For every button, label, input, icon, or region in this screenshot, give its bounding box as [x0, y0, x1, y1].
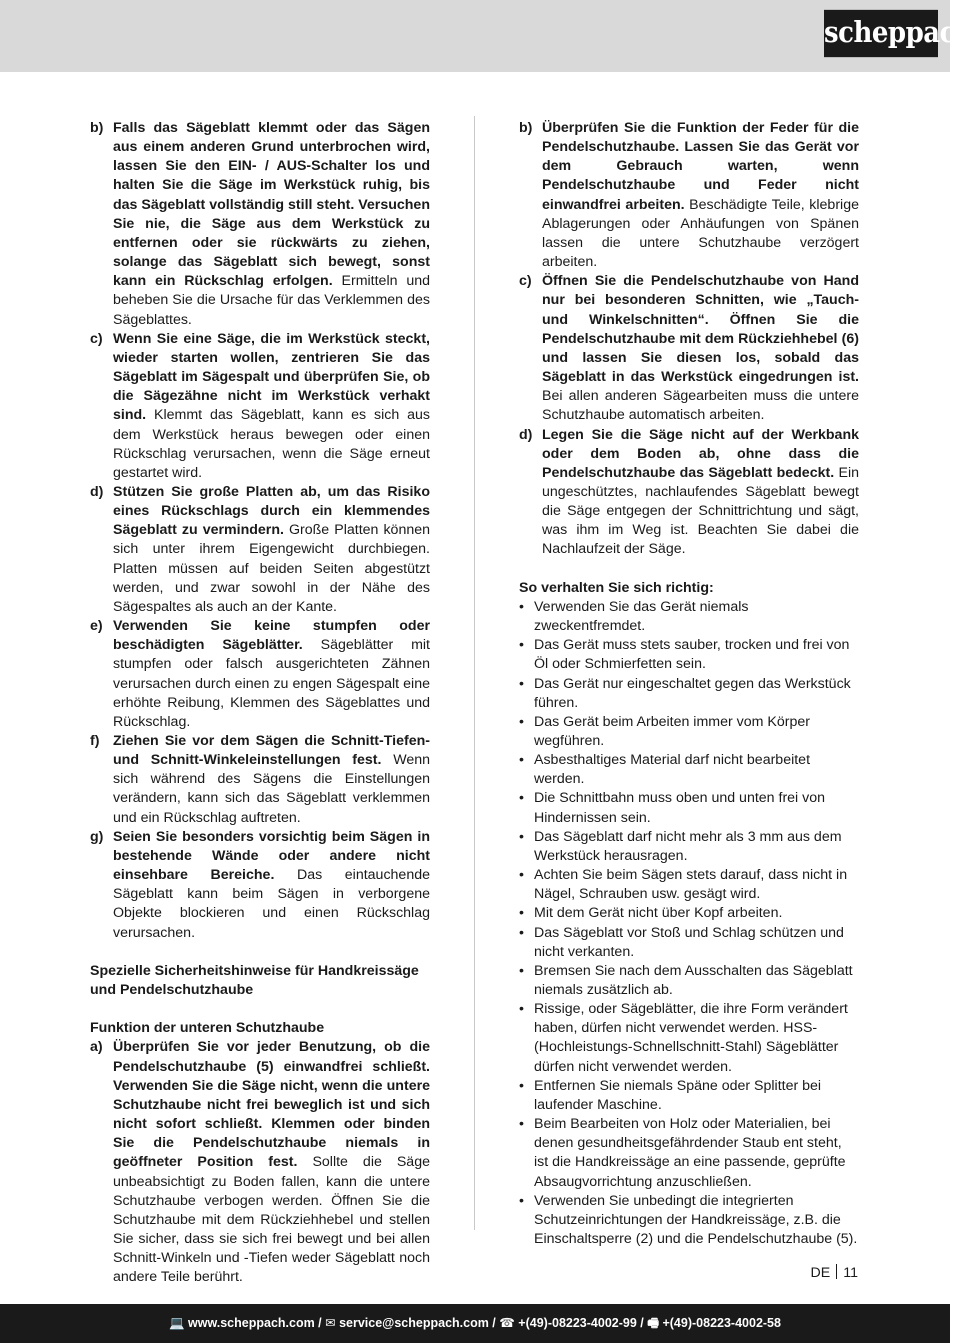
list-item	[90, 617, 430, 732]
item-label: a)	[90, 1039, 103, 1056]
item-bold-text: Legen Sie die Säge nicht auf der Werkbank oder dem Boden ab, ohne dass die Pendelschutzhaube das Sägeblatt bedeckt.	[542, 426, 859, 481]
item-normal-text: Ein ungeschütztes, nachlaufendes Sägeblatt bewegt die Säge entgegen der Schnittrichtung und sägt, was ihm im Weg ist. Beachten Sie dabei die Nachlaufzeit der Säge.	[542, 464, 859, 558]
item-text	[113, 330, 430, 483]
item-bold-text: Ziehen Sie vor dem Sägen die Schnitt-Tiefen- und Schnitt-Winkeleinstellungen fest.	[113, 733, 430, 769]
item-text	[113, 732, 430, 828]
bullet-text: Das Gerät muss stets sauber, trocken und frei von Öl oder Schmierfetten sein.	[534, 637, 850, 673]
item-bold-text: Stützen Sie große Platten ab, um das Risiko eines Rückschlags durch ein klemmendes Sägeblatt zu vermindern.	[113, 483, 430, 539]
list-item	[519, 272, 859, 425]
bullet-text: Die Schnittbahn muss oben und unten frei von Hindernissen sein.	[534, 790, 826, 826]
item-bold-text: Verwenden Sie keine stumpfen oder beschädigten Sägeblätter.	[113, 618, 430, 654]
bullet-list	[519, 598, 859, 1249]
item-text	[542, 272, 859, 425]
right-column	[519, 119, 859, 1249]
item-text	[542, 119, 859, 272]
bullet-text: Mit dem Gerät nicht über Kopf arbeiten.	[534, 905, 783, 922]
item-normal-text: Klemmt das Sägeblatt, kann es sich aus dem Werkstück heraus bewegen oder einen Rückschlag verursachen, wenn die Säge erneut gestartet wird.	[113, 407, 430, 481]
bullet-text: Das Gerät nur eingeschaltet gegen das Werkstück führen.	[534, 675, 851, 711]
bullet-item	[519, 789, 859, 827]
bullet-text: Verwenden Sie unbedingt die integrierten Schutzeinrichtungen der Handkreissäge, z.B. die Einschaltsperre (2) und die Pendelschutzhaube (5).	[534, 1192, 858, 1248]
bullet-dot-icon: •	[519, 828, 524, 845]
item-label: b)	[90, 120, 104, 136]
item-bold-text: Überprüfen Sie die Funktion der Feder für die Pendelschutzhaube. Lassen Sie das Gerät vor dem Gebrauch warten, wenn Pendelschutzhaube und Feder nicht einwandfrei arbeiten.	[542, 120, 859, 213]
item-text	[113, 828, 430, 943]
list-item	[90, 483, 430, 617]
item-label: b)	[519, 120, 533, 136]
bullet-dot-icon: •	[519, 867, 524, 884]
bullet-dot-icon: •	[519, 924, 524, 941]
item-bold-text: Öffnen Sie die Pendelschutzhaube von Hand nur bei besonderen Schnitten, wie „Tauch- und Winkelschnitten“. Öffnen Sie die Pendelschutzhaube mit dem Rückziehhebel (6) und lassen Sie diesen los, sobald das Sägeblatt in das Werkstück eingedrungen ist.	[542, 273, 859, 386]
bullet-item	[519, 828, 859, 866]
item-label: d)	[519, 426, 533, 443]
page-number-value: 11	[843, 1265, 858, 1281]
bullet-text: Achten Sie beim Sägen stets darauf, dass nicht in Nägel, Schrauben usw. gesägt wird.	[534, 867, 848, 903]
right-items	[519, 119, 859, 560]
list-item	[90, 330, 430, 483]
bullet-item	[519, 751, 859, 789]
page-number	[811, 1264, 858, 1281]
item-normal-text: Ermitteln und beheben Sie die Ursache für das Verklemmen des Sägeblattes.	[113, 273, 430, 328]
bullet-item	[519, 598, 859, 636]
bullet-text: Bremsen Sie nach dem Ausschalten das Sägeblatt niemals zusätzlich ab.	[534, 962, 853, 999]
item-text	[113, 483, 430, 617]
bullet-dot-icon: •	[519, 905, 524, 922]
bullet-item	[519, 1077, 859, 1115]
list-item	[90, 1038, 430, 1287]
item-normal-text: Das eintauchende Sägeblatt kann beim Sägen in verborgene Objekte blockieren und einen Rückschlag verursachen.	[113, 867, 430, 941]
item-label: e)	[90, 618, 103, 635]
column-divider	[474, 116, 475, 1230]
list-item	[90, 119, 430, 330]
bullet-item	[519, 636, 859, 674]
bullet-dot-icon: •	[519, 713, 524, 730]
footer-contact: 💻 www.scheppach.com / ✉ service@scheppach.com / ☎ +(49)-08223-4002-99 / 🖷 +(49)-08223-4002-58	[0, 1304, 950, 1343]
bullet-dot-icon: •	[519, 1116, 524, 1133]
header-band	[0, 0, 950, 72]
bullet-item	[519, 1115, 859, 1192]
bullet-item	[519, 1000, 859, 1077]
bullet-dot-icon: •	[519, 598, 524, 615]
item-text	[113, 617, 430, 732]
list-item	[519, 426, 859, 560]
bullet-text: Das Gerät beim Arbeiten immer vom Körper wegführen.	[534, 713, 810, 749]
item-normal-text: Bei allen anderen Sägearbeiten muss die untere Schutzhaube automatisch arbeiten.	[542, 388, 859, 424]
item-label: f)	[90, 733, 100, 749]
left-column	[90, 119, 430, 1288]
bullet-item	[519, 924, 859, 962]
item-label: d)	[90, 483, 104, 500]
bullet-dot-icon: •	[519, 1077, 524, 1094]
bullet-text: Das Sägeblatt vor Stoß und Schlag schützen und nicht verkanten.	[534, 924, 844, 960]
item-normal-text: Sägeblätter mit stumpfen oder falsch ausgerichteten Zähnen verursachen durch einen zu engen Sägespalt eine erhöhte Reibung, Klemmen des Sägeblattes und Rückschlag.	[113, 637, 430, 730]
list-item	[90, 732, 430, 828]
item-normal-text: Beschädigte Teile, klebrige Ablagerungen oder Anhäufungen von Spänen lassen die untere Schutzhaube verzögert arbeiten.	[542, 196, 859, 271]
list-item	[90, 828, 430, 943]
bullet-text: Asbesthaltiges Material darf nicht bearbeitet werden.	[534, 752, 811, 788]
section-heading: Spezielle Sicherheitshinweise für Handkreissäge und Pendelschutzhaube	[90, 962, 419, 999]
bullet-dot-icon: •	[519, 1192, 524, 1209]
item-text	[113, 119, 430, 330]
bullet-item	[519, 962, 859, 1000]
bullet-dot-icon: •	[519, 790, 524, 807]
left-items-top	[90, 119, 430, 943]
bullet-item	[519, 713, 859, 751]
bullet-text: Das Sägeblatt darf nicht mehr als 3 mm aus dem Werkstück herausragen.	[534, 828, 842, 864]
bullet-item	[519, 1192, 859, 1249]
item-bold-text: Seien Sie besonders vorsichtig beim Sägen in bestehende Wände oder andere nicht einsehbare Bereiche.	[113, 828, 430, 884]
page-language: DE	[810, 1265, 831, 1281]
brand-logo: scheppach	[824, 10, 938, 57]
item-normal-text: Wenn sich während des Sägens die Einstellungen verändern, kann sich das Sägeblatt verklemmen und ein Rückschlag auftreten.	[113, 752, 430, 826]
item-label: c)	[519, 273, 532, 290]
item-bold-text: Überprüfen Sie vor jeder Benutzung, ob die Pendelschutzhaube (5) einwandfrei schließt. Verwenden Sie die Säge nicht, wenn die untere Schutzhaube nicht frei beweglich ist und sich nicht sofort schließt. Klemmen oder binden Sie die Pendelschutzhaube niemals in geöffneter Position fest.	[113, 1039, 430, 1171]
bullet-text: Rissige, oder Sägeblätter, die ihre Form verändert haben, dürfen nicht verwendet werden. HSS-(Hochleistungs-Schnellschnitt-Stahl) Sägeblätter dürfen nicht verwendet werden.	[534, 1001, 848, 1075]
left-items-bottom	[90, 1038, 430, 1287]
list-item	[519, 119, 859, 272]
bullet-item	[519, 904, 859, 923]
bullet-text: Verwenden Sie das Gerät niemals zweckentfremdet.	[534, 598, 749, 635]
bullet-text: Beim Bearbeiten von Holz oder Materialien, bei denen gesundheitsgefährdender Staub ent steht, ist die Handkreissäge an eine passende, geprüfte Absaugvorrichtung anzuschließen.	[534, 1116, 846, 1190]
bullet-text: Entfernen Sie niemals Späne oder Splitter bei laufender Maschine.	[534, 1077, 822, 1113]
bullet-dot-icon: •	[519, 962, 524, 979]
item-bold-text: Wenn Sie eine Säge, die im Werkstück steckt, wieder starten wollen, zentrieren Sie das Sägeblatt im Sägespalt und überprüfen Sie, ob die Sägezähne nicht im Werkstück verhakt sind.	[113, 330, 430, 424]
item-normal-text: Sollte die Säge unbeabsichtigt zu Boden fallen, kann die untere Schutzhaube verbogen werden. Öffnen Sie die Schutzhaube mit dem Rückziehhebel und stellen Sie sicher, dass sie sich frei bewegt und bei allen Schnitt-Winkeln und -Tiefen weder Sägeblatt noch andere Teile berührt.	[113, 1154, 430, 1286]
bullet-item	[519, 866, 859, 904]
behaviour-heading: So verhalten Sie sich richtig:	[519, 579, 714, 596]
sub-heading: Funktion der unteren Schutzhaube	[90, 1020, 325, 1037]
item-label: g)	[90, 828, 104, 845]
item-normal-text: Große Platten können sich unter ihrem Eigengewicht durchbiegen. Platten müssen auf beiden Seiten abgestützt werden, und zwar sowohl in der Nähe des Sägespaltes als auch an der Kante.	[113, 522, 431, 615]
item-text	[542, 426, 859, 560]
bullet-item	[519, 675, 859, 713]
item-label: c)	[90, 330, 103, 347]
bullet-dot-icon: •	[519, 675, 524, 692]
bullet-dot-icon: •	[519, 637, 524, 654]
item-bold-text: Falls das Sägeblatt klemmt oder das Sägen aus einem anderen Grund unterbrochen wird, lassen Sie den EIN- / AUS-Schalter los und halten Sie die Säge im Werkstück ruhig, bis das Sägeblatt vollständig still steht. Versuchen Sie nie, die Säge aus dem Werkstück zu entfernen oder sie rückwärts zu ziehen, solange das Sägeblatt sich bewegt, sonst kann ein Rückschlag erfolgen.	[113, 120, 430, 290]
bullet-dot-icon: •	[519, 1001, 524, 1018]
item-text	[113, 1038, 430, 1287]
bullet-dot-icon: •	[519, 752, 524, 769]
